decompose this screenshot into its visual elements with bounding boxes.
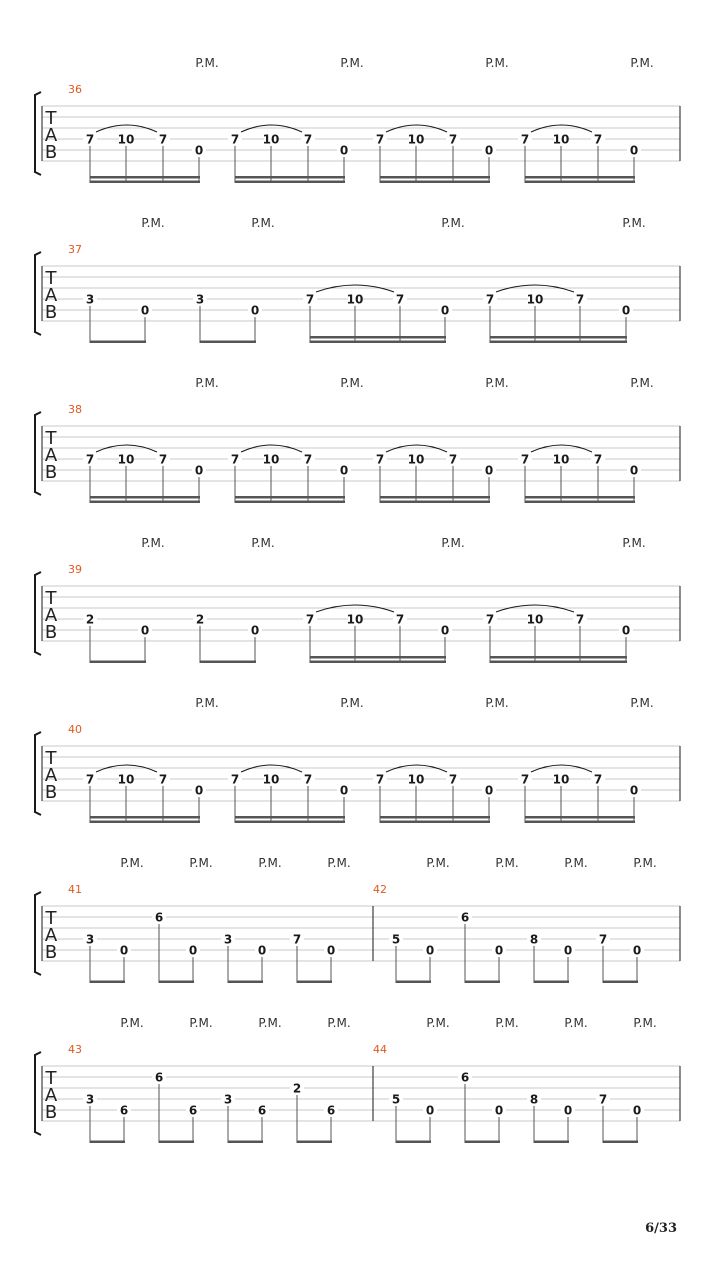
page-number: 6/33 xyxy=(645,1221,677,1236)
fret-number: 0 xyxy=(629,463,639,478)
fret-number: 7 xyxy=(598,1092,608,1107)
fret-number: 0 xyxy=(194,783,204,798)
fret-number: 7 xyxy=(230,772,240,787)
beam xyxy=(525,501,635,504)
tab-letter: T xyxy=(45,428,57,449)
beam xyxy=(490,341,627,344)
beam xyxy=(90,501,200,504)
fret-number: 7 xyxy=(520,772,530,787)
beam xyxy=(235,176,345,179)
fret-number: 7 xyxy=(520,452,530,467)
beam xyxy=(490,656,627,659)
palm-mute-label: P.M. xyxy=(251,216,275,230)
palm-mute-label: P.M. xyxy=(564,1016,588,1030)
fret-number: 2 xyxy=(292,1081,302,1096)
fret-number: 0 xyxy=(140,623,150,638)
fret-number: 7 xyxy=(375,132,385,147)
beam xyxy=(525,816,635,819)
beam xyxy=(200,341,256,344)
beam xyxy=(90,821,200,824)
fret-number: 10 xyxy=(407,132,425,147)
fret-number: 0 xyxy=(632,1103,642,1118)
fret-number: 0 xyxy=(188,943,198,958)
fret-number: 10 xyxy=(407,452,425,467)
palm-mute-label: P.M. xyxy=(327,1016,351,1030)
fret-number: 7 xyxy=(448,772,458,787)
beam xyxy=(90,496,200,499)
palm-mute-label: P.M. xyxy=(195,376,219,390)
beam xyxy=(200,661,256,664)
fret-number: 0 xyxy=(563,943,573,958)
beam xyxy=(90,176,200,179)
fret-number: 7 xyxy=(448,132,458,147)
palm-mute-label: P.M. xyxy=(251,536,275,550)
palm-mute-label: P.M. xyxy=(441,216,465,230)
beam xyxy=(380,181,490,184)
fret-number: 7 xyxy=(303,452,313,467)
beam xyxy=(380,501,490,504)
fret-number: 7 xyxy=(593,452,603,467)
fret-number: 7 xyxy=(158,772,168,787)
beam xyxy=(297,1141,332,1144)
fret-number: 7 xyxy=(303,132,313,147)
fret-number: 10 xyxy=(262,772,280,787)
palm-mute-label: P.M. xyxy=(258,856,282,870)
fret-number: 6 xyxy=(119,1103,129,1118)
fret-number: 0 xyxy=(629,783,639,798)
beam xyxy=(90,181,200,184)
fret-number: 0 xyxy=(621,303,631,318)
beam xyxy=(228,1141,263,1144)
measure-number: 42 xyxy=(373,883,387,896)
tab-letter: T xyxy=(45,108,57,129)
system-bracket xyxy=(35,412,41,495)
measure-number: 37 xyxy=(68,243,82,256)
fret-number: 7 xyxy=(85,132,95,147)
fret-number: 7 xyxy=(230,132,240,147)
fret-number: 7 xyxy=(575,292,585,307)
measure-number: 44 xyxy=(373,1043,387,1056)
fret-number: 0 xyxy=(140,303,150,318)
palm-mute-label: P.M. xyxy=(564,856,588,870)
palm-mute-label: P.M. xyxy=(630,696,654,710)
fret-number: 10 xyxy=(262,452,280,467)
tab-letter: B xyxy=(44,782,58,803)
fret-number: 0 xyxy=(440,303,450,318)
palm-mute-label: P.M. xyxy=(340,696,364,710)
palm-mute-label: P.M. xyxy=(622,536,646,550)
fret-number: 7 xyxy=(305,612,315,627)
measure-number: 38 xyxy=(68,403,82,416)
palm-mute-label: P.M. xyxy=(485,376,509,390)
fret-number: 10 xyxy=(117,772,135,787)
tab-letter: A xyxy=(44,605,58,626)
fret-number: 3 xyxy=(223,1092,233,1107)
beam xyxy=(534,981,569,984)
fret-number: 7 xyxy=(485,612,495,627)
palm-mute-label: P.M. xyxy=(189,856,213,870)
fret-number: 3 xyxy=(195,292,205,307)
beam xyxy=(235,821,345,824)
fret-number: 6 xyxy=(326,1103,336,1118)
fret-number: 0 xyxy=(339,463,349,478)
tab-letter: A xyxy=(44,1085,58,1106)
fret-number: 2 xyxy=(85,612,95,627)
fret-number: 6 xyxy=(460,1070,470,1085)
tab-letter: T xyxy=(45,748,57,769)
fret-number: 10 xyxy=(526,292,544,307)
fret-number: 6 xyxy=(154,1070,164,1085)
beam xyxy=(525,181,635,184)
fret-number: 0 xyxy=(484,143,494,158)
tab-letter: B xyxy=(44,302,58,323)
palm-mute-label: P.M. xyxy=(141,216,165,230)
fret-number: 10 xyxy=(407,772,425,787)
fret-number: 0 xyxy=(250,623,260,638)
beam xyxy=(90,341,146,344)
beam xyxy=(396,981,431,984)
fret-number: 7 xyxy=(395,292,405,307)
fret-number: 7 xyxy=(292,932,302,947)
tab-letter: T xyxy=(45,268,57,289)
beam xyxy=(159,981,194,984)
fret-number: 10 xyxy=(262,132,280,147)
system-bracket xyxy=(35,1052,41,1135)
tab-letter: T xyxy=(45,908,57,929)
fret-number: 7 xyxy=(158,452,168,467)
fret-number: 0 xyxy=(194,143,204,158)
fret-number: 5 xyxy=(391,1092,401,1107)
beam xyxy=(235,181,345,184)
fret-number: 6 xyxy=(188,1103,198,1118)
fret-number: 0 xyxy=(484,783,494,798)
tab-letter: B xyxy=(44,1102,58,1123)
fret-number: 0 xyxy=(494,1103,504,1118)
beam xyxy=(396,1141,431,1144)
fret-number: 0 xyxy=(119,943,129,958)
system-bracket xyxy=(35,892,41,975)
palm-mute-label: P.M. xyxy=(630,56,654,70)
fret-number: 10 xyxy=(552,132,570,147)
tab-letter: B xyxy=(44,622,58,643)
fret-number: 7 xyxy=(485,292,495,307)
beam xyxy=(534,1141,569,1144)
palm-mute-label: P.M. xyxy=(633,1016,657,1030)
tab-letter: B xyxy=(44,462,58,483)
beam xyxy=(310,656,446,659)
fret-number: 7 xyxy=(520,132,530,147)
beam xyxy=(310,341,446,344)
beam xyxy=(380,816,490,819)
fret-number: 0 xyxy=(425,1103,435,1118)
palm-mute-label: P.M. xyxy=(495,856,519,870)
fret-number: 6 xyxy=(460,910,470,925)
fret-number: 10 xyxy=(346,292,364,307)
system-bracket xyxy=(35,732,41,815)
fret-number: 7 xyxy=(593,772,603,787)
tab-letter: A xyxy=(44,765,58,786)
fret-number: 3 xyxy=(85,932,95,947)
fret-number: 7 xyxy=(448,452,458,467)
fret-number: 0 xyxy=(629,143,639,158)
beam xyxy=(490,661,627,664)
beam xyxy=(380,176,490,179)
system-bracket xyxy=(35,92,41,175)
palm-mute-label: P.M. xyxy=(189,1016,213,1030)
beam xyxy=(525,176,635,179)
beam xyxy=(603,1141,638,1144)
fret-number: 7 xyxy=(230,452,240,467)
beam xyxy=(235,816,345,819)
system-bracket xyxy=(35,252,41,335)
fret-number: 0 xyxy=(425,943,435,958)
palm-mute-label: P.M. xyxy=(340,56,364,70)
fret-number: 7 xyxy=(598,932,608,947)
palm-mute-label: P.M. xyxy=(120,856,144,870)
beam xyxy=(90,816,200,819)
fret-number: 8 xyxy=(529,1092,539,1107)
tab-letter: A xyxy=(44,925,58,946)
measure-number: 41 xyxy=(68,883,82,896)
palm-mute-label: P.M. xyxy=(141,536,165,550)
beam xyxy=(235,501,345,504)
fret-number: 6 xyxy=(154,910,164,925)
measure-number: 40 xyxy=(68,723,82,736)
tab-letter: B xyxy=(44,942,58,963)
fret-number: 0 xyxy=(339,783,349,798)
fret-number: 0 xyxy=(494,943,504,958)
beam xyxy=(310,336,446,339)
measure-number: 43 xyxy=(68,1043,82,1056)
beam xyxy=(465,1141,500,1144)
fret-number: 7 xyxy=(158,132,168,147)
beam xyxy=(90,1141,125,1144)
tab-letter: T xyxy=(45,588,57,609)
palm-mute-label: P.M. xyxy=(495,1016,519,1030)
palm-mute-label: P.M. xyxy=(120,1016,144,1030)
beam xyxy=(490,336,627,339)
palm-mute-label: P.M. xyxy=(327,856,351,870)
fret-number: 0 xyxy=(563,1103,573,1118)
fret-number: 10 xyxy=(117,452,135,467)
fret-number: 0 xyxy=(632,943,642,958)
fret-number: 0 xyxy=(250,303,260,318)
tab-letter: T xyxy=(45,1068,57,1089)
fret-number: 10 xyxy=(552,452,570,467)
beam xyxy=(228,981,263,984)
fret-number: 10 xyxy=(117,132,135,147)
fret-number: 2 xyxy=(195,612,205,627)
fret-number: 7 xyxy=(85,452,95,467)
palm-mute-label: P.M. xyxy=(426,856,450,870)
fret-number: 7 xyxy=(395,612,405,627)
beam xyxy=(603,981,638,984)
palm-mute-label: P.M. xyxy=(633,856,657,870)
fret-number: 7 xyxy=(575,612,585,627)
fret-number: 0 xyxy=(440,623,450,638)
palm-mute-label: P.M. xyxy=(622,216,646,230)
measure-number: 39 xyxy=(68,563,82,576)
tab-letter: A xyxy=(44,285,58,306)
fret-number: 7 xyxy=(305,292,315,307)
fret-number: 8 xyxy=(529,932,539,947)
beam xyxy=(235,496,345,499)
fret-number: 7 xyxy=(375,772,385,787)
beam xyxy=(90,661,146,664)
fret-number: 0 xyxy=(339,143,349,158)
fret-number: 0 xyxy=(621,623,631,638)
fret-number: 0 xyxy=(194,463,204,478)
fret-number: 7 xyxy=(375,452,385,467)
beam xyxy=(310,661,446,664)
palm-mute-label: P.M. xyxy=(485,56,509,70)
fret-number: 7 xyxy=(593,132,603,147)
fret-number: 10 xyxy=(526,612,544,627)
tab-letter: B xyxy=(44,142,58,163)
fret-number: 3 xyxy=(85,292,95,307)
fret-number: 7 xyxy=(303,772,313,787)
beam xyxy=(297,981,332,984)
fret-number: 3 xyxy=(85,1092,95,1107)
fret-number: 10 xyxy=(552,772,570,787)
fret-number: 0 xyxy=(484,463,494,478)
beam xyxy=(525,821,635,824)
fret-number: 0 xyxy=(326,943,336,958)
palm-mute-label: P.M. xyxy=(340,376,364,390)
palm-mute-label: P.M. xyxy=(485,696,509,710)
palm-mute-label: P.M. xyxy=(258,1016,282,1030)
palm-mute-label: P.M. xyxy=(195,56,219,70)
fret-number: 0 xyxy=(257,943,267,958)
fret-number: 3 xyxy=(223,932,233,947)
tab-letter: A xyxy=(44,445,58,466)
palm-mute-label: P.M. xyxy=(426,1016,450,1030)
beam xyxy=(90,981,125,984)
measure-number: 36 xyxy=(68,83,82,96)
fret-number: 10 xyxy=(346,612,364,627)
fret-number: 7 xyxy=(85,772,95,787)
beam xyxy=(380,821,490,824)
beam xyxy=(465,981,500,984)
beam xyxy=(380,496,490,499)
fret-number: 6 xyxy=(257,1103,267,1118)
palm-mute-label: P.M. xyxy=(630,376,654,390)
fret-number: 5 xyxy=(391,932,401,947)
beam xyxy=(525,496,635,499)
tab-letter: A xyxy=(44,125,58,146)
palm-mute-label: P.M. xyxy=(441,536,465,550)
beam xyxy=(159,1141,194,1144)
palm-mute-label: P.M. xyxy=(195,696,219,710)
system-bracket xyxy=(35,572,41,655)
